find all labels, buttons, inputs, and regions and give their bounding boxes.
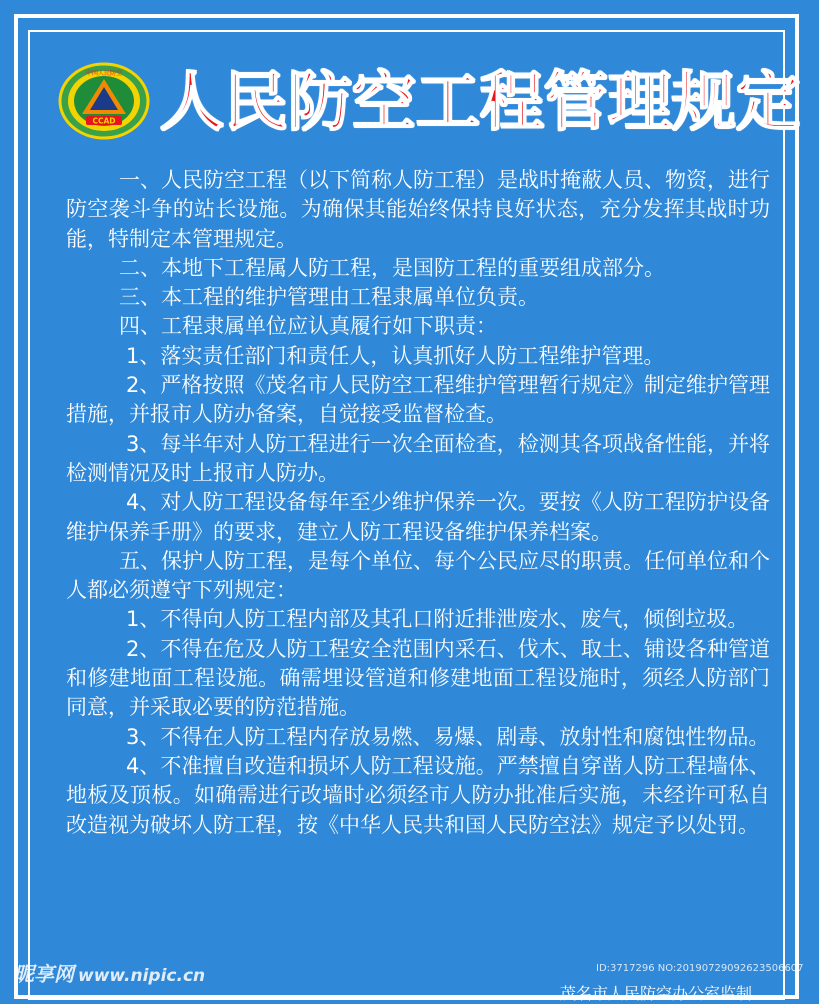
- duty-item-4: 4、对人防工程设备每年至少维护保养一次。要按《人防工程防护设备维护保养手册》的要求，建立人防工程设备维护保养档案。: [66, 490, 770, 544]
- paragraph-3: 三、本工程的维护管理由工程隶属单位负责。: [119, 285, 539, 310]
- paragraph-1: 一、人民防空工程（以下简称人防工程）是战时掩蔽人员、物资，进行防空袭斗争的站长设施。为确保其能始终保持良好状态，充分发挥其战时功能，特制定本管理规定。: [66, 168, 770, 251]
- watermark-brand: 昵享网: [14, 962, 74, 986]
- watermark: [14, 958, 205, 987]
- image-id-mark: ID:3717296 NO:20190729092623506607: [596, 963, 804, 974]
- emblem-top-text: 中国人民防空: [85, 70, 123, 77]
- paragraph-2: 二、本地下工程属人防工程，是国防工程的重要组成部分。: [119, 255, 665, 280]
- rule-item-3: 3、不得在人防工程内存放易燃、易爆、剧毒、放射性和腐蚀性物品。: [126, 724, 770, 749]
- watermark-url: www.nipic.cn: [78, 966, 206, 986]
- paragraph-5: 五、保护人防工程，是每个单位、每个公民应尽的职责。任何单位和个人都必须遵守下列规定：: [66, 548, 770, 603]
- duty-item-1: 1、落实责任部门和责任人，认真抓好人防工程维护管理。: [126, 343, 665, 368]
- emblem-abbr: CCAD: [92, 116, 116, 126]
- footer-issuer: 茂名市人民防空办公室监制: [560, 984, 753, 1003]
- duty-item-3: 3、每半年对人防工程进行一次全面检查，检测其各项战备性能，并将检测情况及时上报市人防办。: [66, 431, 770, 485]
- rule-item-1: 1、不得向人防工程内部及其孔口附近排泄废水、废气，倾倒垃圾。: [126, 607, 749, 632]
- paragraph-4: 四、工程隶属单位应认真履行如下职责：: [119, 314, 497, 339]
- rule-item-4: 4、不准擅自改造和损坏人防工程设施。严禁擅自穿凿人防工程墙体、地板及顶板。如确需进行改墙时必须经市人防办批准后实施，未经许可私自改造视为破坏人防工程，按《中华人民共和国人民防空法》规定予以处罚。: [66, 753, 770, 837]
- civil-air-defense-emblem-icon: [58, 62, 150, 140]
- regulation-body: [66, 166, 770, 840]
- page-title: 人民防空工程管理规定: [160, 65, 800, 140]
- rule-item-2: 2、不得在危及人防工程安全范围内采石、伐木、取土、铺设各种管道和修建地面工程设施。确需埋设管道和修建地面工程设施时，须经人防部门同意，并采取必要的防范措施。: [66, 636, 770, 720]
- duty-item-2: 2、严格按照《茂名市人民防空工程维护管理暂行规定》制定维护管理措施，并报市人防办备案，自觉接受监督检查。: [66, 373, 770, 427]
